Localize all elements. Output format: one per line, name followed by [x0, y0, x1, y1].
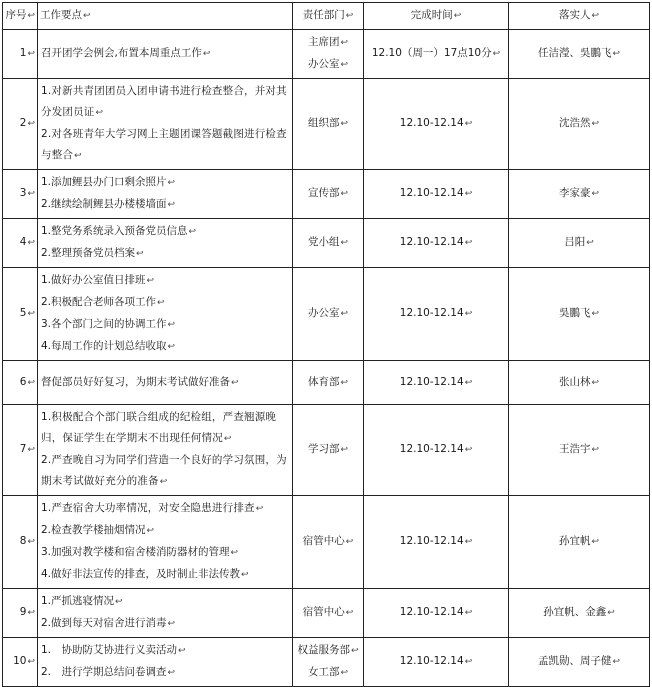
completion-time: [364, 638, 509, 687]
row-number: [3, 589, 38, 638]
paragraph-mark: ↩: [464, 608, 473, 618]
row-number-text: 2: [19, 117, 27, 129]
dept-line: [296, 602, 360, 624]
paragraph-mark: ↩: [157, 298, 165, 308]
work-points: [38, 361, 293, 405]
row-number-text: 5: [19, 307, 27, 319]
paragraph-mark: ↩: [167, 342, 176, 352]
paragraph-mark: ↩: [340, 309, 349, 319]
paragraph-mark: ↩: [607, 608, 615, 618]
dept-text: 宣传部: [307, 187, 340, 199]
paragraph-mark: ↩: [591, 537, 600, 547]
responsible-dept: [293, 589, 364, 638]
work-point-text: 3.加强对教学楼和宿舍楼消防器材的管理: [41, 546, 230, 558]
responsible-person: [509, 79, 650, 170]
paragraph-mark: ↩: [27, 238, 35, 248]
work-point-item: [41, 336, 289, 358]
dept-text: 女工部: [307, 666, 340, 678]
dept-text: 宿管中心: [302, 606, 345, 618]
table-row: [3, 638, 650, 687]
responsible-dept: [293, 170, 364, 219]
dept-text: 学习部: [307, 443, 340, 455]
responsible-person: [509, 170, 650, 219]
row-number: [3, 361, 38, 405]
dept-line: [296, 113, 360, 135]
responsible-dept: [293, 79, 364, 170]
completion-time: [364, 219, 509, 268]
header-time: 完成时间↩: [364, 3, 509, 30]
paragraph-mark: ↩: [340, 60, 349, 70]
person-text: 孙宜帆、金鑫: [543, 606, 607, 618]
work-point-text: 1.严查宿舍大功率情况，对安全隐患进行排查: [41, 502, 255, 514]
row-number: [3, 405, 38, 496]
paragraph-mark: ↩: [464, 537, 473, 547]
time-text: 12.10-12.14: [399, 655, 464, 667]
responsible-person: [509, 405, 650, 496]
table-row: [3, 405, 650, 496]
paragraph-mark: ↩: [591, 445, 600, 455]
work-point-item: [41, 243, 289, 265]
dept-text: 办公室: [307, 58, 340, 70]
dept-line: [296, 32, 360, 54]
person-text: 李家豪: [558, 187, 591, 199]
responsible-person: [509, 638, 650, 687]
paragraph-mark: ↩: [230, 548, 239, 558]
work-point-item: [41, 314, 289, 336]
responsible-dept: [293, 361, 364, 405]
row-number-text: 6: [19, 375, 27, 388]
table-row: [3, 170, 650, 219]
dept-text: 体育部: [307, 375, 340, 388]
work-point-item: [41, 172, 289, 194]
responsible-person: [509, 361, 650, 405]
paragraph-mark: ↩: [591, 189, 600, 199]
dept-line: [296, 232, 360, 254]
work-point-text: 4.每周工作的计划总结收取: [41, 340, 167, 352]
header-dept: 责任部门↩: [293, 3, 364, 30]
dept-line: [296, 531, 360, 553]
paragraph-mark: ↩: [27, 119, 35, 129]
work-point-text: 3.各个部门之间的协调工作: [41, 318, 167, 330]
paragraph-mark: ↩: [223, 434, 232, 444]
work-points: [38, 79, 293, 170]
paragraph-mark: ↩: [167, 668, 176, 678]
paragraph-mark: ↩: [136, 249, 144, 259]
work-point-item: [41, 542, 289, 564]
completion-time: [364, 405, 509, 496]
paragraph-mark: ↩: [345, 608, 354, 618]
time-text: 12.10-12.14: [399, 375, 464, 388]
dept-line: [296, 640, 360, 662]
time-text: 12.10（周一）17点10分: [371, 47, 492, 59]
paragraph-mark: ↩: [340, 377, 349, 388]
work-points: [38, 496, 293, 589]
dept-line: [296, 372, 360, 394]
paragraph-mark: ↩: [591, 377, 600, 388]
person-text: 王浩宇: [558, 443, 591, 455]
row-number: [3, 268, 38, 361]
work-point-text: 4.做好非法宣传的排查，及时制止非法传教: [41, 568, 241, 580]
row-number: [3, 219, 38, 268]
completion-time: [364, 589, 509, 638]
paragraph-mark: ↩: [27, 377, 35, 388]
work-point-text: 1.严抓逃寝情况: [41, 595, 115, 607]
paragraph-mark: ↩: [178, 646, 186, 656]
responsible-person: [509, 219, 650, 268]
dept-text: 主席团: [307, 36, 340, 48]
dept-line: [296, 439, 360, 461]
paragraph-mark: ↩: [464, 238, 473, 248]
work-point-text: 督促部员好好复习，为期末考试做好准备: [41, 375, 230, 388]
work-point-item: [41, 564, 289, 586]
paragraph-mark: ↩: [612, 49, 621, 59]
completion-time: [364, 30, 509, 79]
dept-text: 权益服务部: [297, 644, 350, 656]
work-point-text: 2.做到每天对宿舍进行消毒: [41, 617, 167, 629]
responsible-person: [509, 30, 650, 79]
person-text: 孙宜帆: [558, 535, 591, 547]
paragraph-mark: ↩: [27, 445, 35, 455]
dept-text: 办公室: [307, 307, 340, 319]
work-point-item: [41, 194, 289, 216]
person-text: 吳鵬飞: [558, 307, 591, 319]
paragraph-mark: ↩: [340, 38, 349, 48]
time-text: 12.10-12.14: [399, 606, 464, 618]
paragraph-mark: ↩: [74, 151, 82, 161]
paragraph-mark: ↩: [95, 108, 104, 118]
row-number-text: 10: [13, 655, 27, 667]
paragraph-mark: ↩: [492, 49, 501, 59]
row-number-text: 4: [19, 236, 27, 248]
responsible-dept: [293, 268, 364, 361]
paragraph-mark: ↩: [167, 200, 176, 210]
paragraph-mark: ↩: [591, 119, 600, 129]
row-number-text: 8: [19, 535, 27, 547]
paragraph-mark: ↩: [188, 227, 197, 237]
paragraph-mark: ↩: [167, 320, 176, 330]
work-points: [38, 30, 293, 79]
work-point-text: 2.积极配合老师各项工作: [41, 296, 157, 308]
time-text: 12.10-12.14: [399, 117, 464, 129]
person-text: 张山林: [558, 375, 591, 388]
work-point-text: 2.继续绘制鲤县办楼楼墙面: [41, 198, 167, 210]
paragraph-mark: ↩: [115, 597, 123, 607]
work-point-item: [41, 640, 289, 662]
row-number-text: 9: [19, 606, 27, 618]
row-number: [3, 170, 38, 219]
paragraph-mark: ↩: [27, 49, 35, 59]
paragraph-mark: ↩: [27, 537, 35, 547]
completion-time: [364, 79, 509, 170]
time-text: 12.10-12.14: [399, 307, 464, 319]
table-row: [3, 30, 650, 79]
paragraph-mark: ↩: [167, 619, 176, 629]
work-point-text: 1. 协助防艾协进行义卖活动: [41, 644, 178, 656]
work-point-text: 1.做好办公室值日排班: [41, 274, 146, 286]
responsible-dept: [293, 405, 364, 496]
paragraph-mark: ↩: [241, 570, 249, 580]
work-point-text: 2.严查晚自习为同学们营造一个良好的学习氛围，为期末考试做好充分的准备: [41, 454, 287, 487]
person-text: 孟凯勋、周子健: [537, 655, 612, 667]
person-text: 沈浩然: [558, 117, 591, 129]
work-point-item: [41, 124, 289, 167]
paragraph-mark: ↩: [159, 477, 168, 487]
paragraph-mark: ↩: [167, 178, 176, 188]
paragraph-mark: ↩: [464, 309, 473, 319]
work-point-item: [41, 221, 289, 243]
work-point-text: 2.检查教学楼抽烟情况: [41, 524, 146, 536]
table-row: [3, 361, 650, 405]
paragraph-mark: ↩: [146, 526, 155, 536]
row-number: [3, 496, 38, 589]
paragraph-mark: ↩: [586, 238, 594, 248]
row-number-text: 7: [19, 443, 27, 455]
table-row: [3, 79, 650, 170]
paragraph-mark: ↩: [612, 657, 621, 667]
table-row: [3, 268, 650, 361]
row-number: [3, 30, 38, 79]
paragraph-mark: ↩: [231, 377, 239, 388]
paragraph-mark: ↩: [464, 445, 473, 455]
paragraph-mark: ↩: [464, 189, 473, 199]
table-row: [3, 589, 650, 638]
work-points: [38, 170, 293, 219]
work-point-item: [41, 613, 289, 635]
work-point-item: [41, 372, 289, 394]
person-text: 任洁瀅、吳鵬飞: [537, 47, 612, 59]
paragraph-mark: ↩: [27, 657, 35, 667]
paragraph-mark: ↩: [350, 646, 359, 656]
row-number-text: 3: [19, 187, 27, 199]
work-point-item: [41, 407, 289, 450]
dept-line: [296, 183, 360, 205]
responsible-person: [509, 589, 650, 638]
paragraph-mark: ↩: [345, 537, 354, 547]
completion-time: [364, 268, 509, 361]
completion-time: [364, 361, 509, 405]
paragraph-mark: ↩: [202, 49, 211, 59]
responsible-dept: [293, 219, 364, 268]
paragraph-mark: ↩: [340, 119, 349, 129]
work-point-item: [41, 292, 289, 314]
paragraph-mark: ↩: [340, 189, 349, 199]
paragraph-mark: ↩: [27, 309, 35, 319]
responsible-dept: [293, 638, 364, 687]
work-point-text: 1.添加鲤县办门口剩余照片: [41, 176, 167, 188]
dept-line: [296, 303, 360, 325]
paragraph-mark: ↩: [146, 276, 155, 286]
work-point-text: 1.整党务系统录入预备党员信息: [41, 225, 188, 237]
work-point-text: 1.积极配合个部门联合组成的纪检组，严查翘源晚归，保证学生在学期末不出现任何情况: [41, 411, 277, 444]
paragraph-mark: ↩: [27, 608, 35, 618]
responsible-dept: [293, 496, 364, 589]
row-number: [3, 79, 38, 170]
responsible-person: [509, 496, 650, 589]
work-point-item: [41, 43, 289, 65]
dept-text: 党小组: [307, 236, 340, 248]
dept-line: [296, 54, 360, 76]
person-text: 吕阳: [564, 236, 586, 248]
paragraph-mark: ↩: [591, 309, 600, 319]
work-points: [38, 589, 293, 638]
completion-time: [364, 170, 509, 219]
header-row: [3, 3, 650, 30]
work-point-item: [41, 81, 289, 124]
row-number: [3, 638, 38, 687]
paragraph-mark: ↩: [255, 504, 264, 514]
dept-text: 宿管中心: [302, 535, 345, 547]
work-point-item: [41, 520, 289, 542]
work-point-text: 2.整理预备党员档案: [41, 247, 136, 259]
time-text: 12.10-12.14: [399, 535, 464, 547]
work-points: [38, 268, 293, 361]
work-point-item: [41, 270, 289, 292]
dept-text: 组织部: [307, 117, 340, 129]
work-point-item: [41, 498, 289, 520]
work-point-text: 召开团学会例会,布置本周重点工作: [41, 47, 202, 59]
paragraph-mark: ↩: [27, 189, 35, 199]
paragraph-mark: ↩: [464, 377, 473, 388]
work-point-item: [41, 591, 289, 613]
time-text: 12.10-12.14: [399, 443, 464, 455]
work-point-item: [41, 450, 289, 493]
row-number-text: 1: [19, 47, 27, 59]
paragraph-mark: ↩: [340, 445, 349, 455]
completion-time: [364, 496, 509, 589]
table-row: [3, 496, 650, 589]
responsible-person: [509, 268, 650, 361]
work-points: [38, 638, 293, 687]
work-point-item: [41, 662, 289, 684]
dept-line: [296, 662, 360, 684]
paragraph-mark: ↩: [464, 119, 473, 129]
work-points: [38, 405, 293, 496]
work-point-text: 1.对新共青团团员入团申请书进行检查整合，并对其分发团员证: [41, 85, 287, 118]
time-text: 12.10-12.14: [399, 187, 464, 199]
work-plan-table: [2, 2, 650, 687]
table-row: [3, 219, 650, 268]
responsible-dept: [293, 30, 364, 79]
paragraph-mark: ↩: [464, 657, 473, 667]
work-point-text: 2.对各班青年大学习网上主题团课答题截图进行检查与整合: [41, 128, 287, 161]
header-work-points: 工作要点↩: [38, 3, 293, 30]
header-no: 序号↩: [3, 3, 38, 30]
paragraph-mark: ↩: [340, 238, 349, 248]
work-points: [38, 219, 293, 268]
time-text: 12.10-12.14: [399, 236, 464, 248]
header-person: 落实人↩: [509, 3, 650, 30]
paragraph-mark: ↩: [340, 668, 349, 678]
work-point-text: 2. 进行学期总结问卷调查: [41, 666, 167, 678]
